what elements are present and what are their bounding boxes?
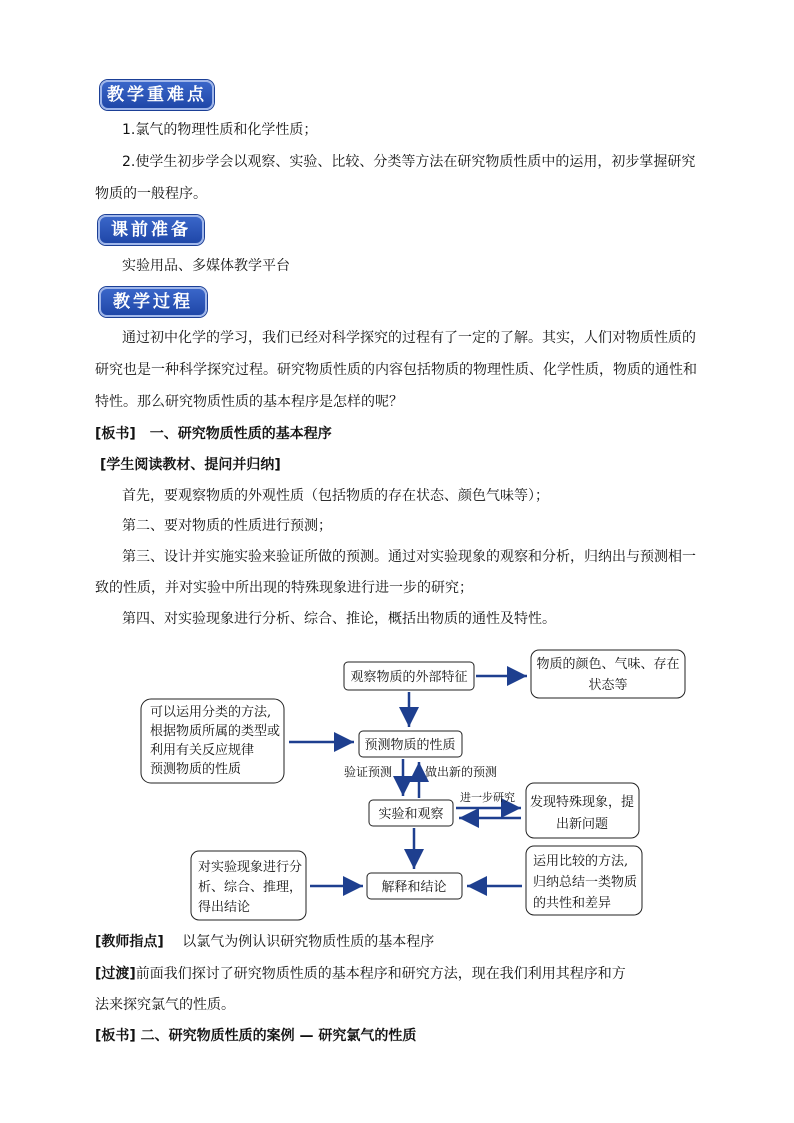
section-header-preparation: 课前准备 (98, 215, 204, 245)
transition-label: [过渡] (95, 966, 136, 982)
label-analyze-2: 析、综合、推理， (198, 880, 303, 895)
intro-line-2: 研究也是一种科学探究过程。研究物质性质的内容包括物质的物理性质、化学性质，物质的通性和 (95, 362, 697, 378)
teacher-guidance-text: 以氯气为例认识研究物质性质的基本程序 (182, 934, 435, 950)
board-heading-2: [板书] 二、研究物质性质的案例 — 研究氯气的性质 (95, 1028, 417, 1044)
teacher-guidance (95, 932, 434, 952)
step-1: 首先，要观察物质的外观性质（包括物质的存在状态、颜色气味等）； (122, 488, 549, 504)
label-classify-3: 利用有关反应规律 (150, 743, 255, 758)
intro-line-3: 特性。那么研究物质性质的基本程序是怎样的呢？ (95, 394, 403, 410)
label-classify-2: 根据物质所属的类型或 (150, 724, 281, 739)
step-3-cont: 致的性质，并对实验中所出现的特殊现象进行进一步的研究； (95, 580, 473, 596)
step-3: 第三、设计并实施实验来验证所做的预测。通过对实验现象的观察和分析，归纳出与预测相一 (122, 549, 696, 565)
label-compare-3: 的共性和差异 (533, 896, 612, 911)
preparation-text: 实验用品、多媒体教学平台 (122, 258, 290, 274)
board-heading-1: [板书] 一、研究物质性质的基本程序 (95, 426, 332, 442)
key-point-2-cont: 物质的一般程序。 (95, 186, 207, 202)
label-observe: 观察物质的外部特征 (350, 670, 468, 685)
teacher-guidance-label: [教师指点] (95, 934, 164, 950)
transition-text-1: 前面我们探讨了研究物质性质的基本程序和研究方法，现在我们利用其程序和方 (135, 966, 626, 982)
label-explain: 解释和结论 (381, 880, 447, 895)
label-appearance-1: 物质的颜色、气味、存在 (536, 657, 680, 672)
step-2: 第二、要对物质的性质进行预测； (122, 518, 332, 534)
label-special-1: 发现特殊现象，提 (529, 795, 635, 810)
label-compare-2: 归纳总结一类物质 (533, 875, 638, 890)
label-special-2: 出新问题 (555, 817, 609, 832)
label-experiment: 实验和观察 (378, 807, 444, 822)
intro-line-1: 通过初中化学的学习，我们已经对科学探究的过程有了一定的了解。其实，人们对物质性质的 (122, 330, 696, 346)
step-4: 第四、对实验现象进行分析、综合、推论，概括出物质的通性及特性。 (122, 611, 556, 627)
label-classify-4: 预测物质的性质 (150, 762, 242, 777)
key-point-1: 1.氯气的物理性质和化学性质； (122, 122, 318, 138)
student-activity: [学生阅读教材、提问并归纳] (100, 457, 281, 473)
label-analyze-1: 对实验现象进行分 (198, 860, 303, 875)
label-compare-1: 运用比较的方法, (533, 854, 629, 869)
transition-line-1 (95, 964, 626, 984)
section-header-process: 教学过程 (99, 287, 207, 317)
label-predict: 预测物质的性质 (364, 738, 456, 753)
section-header-key-points: 教学重难点 (100, 80, 214, 110)
label-new-prediction: 做出新的预测 (425, 765, 498, 779)
label-further: 进一步研究 (460, 791, 515, 804)
label-analyze-3: 得出结论 (198, 900, 251, 915)
label-appearance-2: 状态等 (588, 678, 628, 693)
label-classify-1: 可以运用分类的方法, (150, 705, 272, 720)
key-point-2: 2.使学生初步学会以观察、实验、比较、分类等方法在研究物质性质中的运用，初步掌握研究 (122, 154, 696, 170)
transition-line-2: 法来探究氯气的性质。 (95, 997, 235, 1013)
label-verify: 验证预测 (344, 765, 393, 779)
